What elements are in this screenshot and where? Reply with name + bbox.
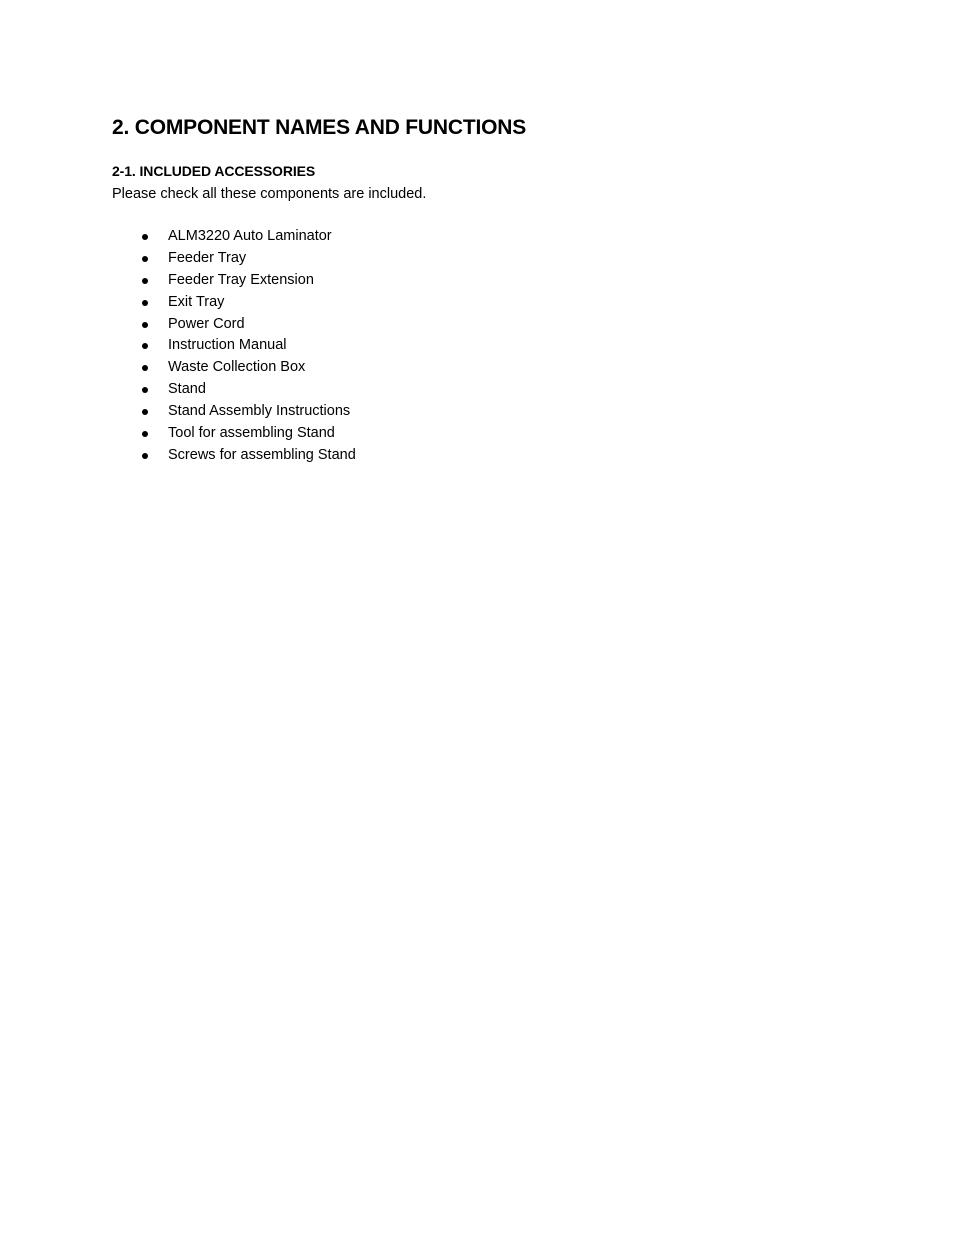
list-item <box>112 445 832 467</box>
bullet-icon <box>142 409 148 415</box>
bullet-icon <box>142 343 148 349</box>
list-item <box>112 423 832 445</box>
bullet-icon <box>142 300 148 306</box>
bullet-icon <box>142 256 148 262</box>
list-item <box>112 314 832 336</box>
bullet-icon <box>142 365 148 371</box>
bullet-icon <box>142 453 148 459</box>
list-item <box>112 226 832 248</box>
section-title: 2. COMPONENT NAMES AND FUNCTIONS <box>112 116 526 139</box>
list-item-label: Power Cord <box>168 315 245 332</box>
list-item-label: Screws for assembling Stand <box>168 446 356 463</box>
list-item-label: Waste Collection Box <box>168 359 306 376</box>
subsection-title: 2-1. INCLUDED ACCESSORIES <box>112 163 316 179</box>
list-item-label: Feeder Tray <box>168 249 247 266</box>
page-content <box>112 112 832 467</box>
bullet-icon <box>142 387 148 393</box>
list-item-label: Stand Assembly Instructions <box>168 403 351 420</box>
list-item <box>112 270 832 292</box>
bullet-icon <box>142 234 148 240</box>
bullet-icon <box>142 322 148 328</box>
list-item <box>112 248 832 270</box>
bullet-icon <box>142 431 148 437</box>
list-item-label: ALM3220 Auto Laminator <box>168 228 332 244</box>
list-item <box>112 379 832 401</box>
list-item <box>112 401 832 423</box>
list-item-label: Stand <box>168 381 206 398</box>
intro-text: Please check all these components are included. <box>112 186 427 202</box>
list-item-label: Exit Tray <box>168 293 225 310</box>
list-item <box>112 357 832 379</box>
list-item <box>112 292 832 314</box>
list-item-label: Tool for assembling Stand <box>168 425 335 442</box>
bullet-icon <box>142 278 148 284</box>
accessory-list <box>112 226 832 467</box>
list-item-label: Instruction Manual <box>168 337 287 354</box>
list-item-label: Feeder Tray Extension <box>168 271 314 288</box>
list-item <box>112 335 832 357</box>
